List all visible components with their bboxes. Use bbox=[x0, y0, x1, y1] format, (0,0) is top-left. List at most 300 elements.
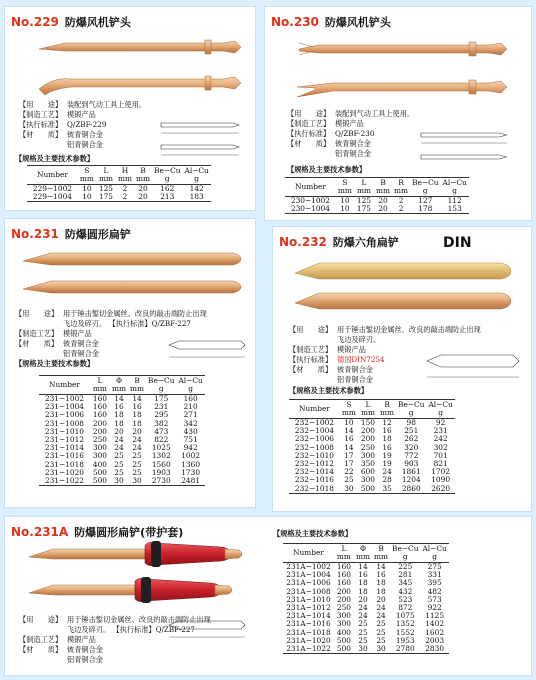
column-header: Φ mm bbox=[111, 376, 127, 393]
column-header: L mm bbox=[354, 178, 374, 197]
table-cell: 10 bbox=[336, 205, 354, 214]
column-header: R mm bbox=[394, 178, 409, 195]
table-cell: 231A−1018 bbox=[286, 627, 331, 637]
table-cell: 25 bbox=[132, 451, 142, 461]
table-cell: 18 bbox=[376, 586, 386, 596]
table-cell: 2 bbox=[116, 193, 134, 202]
table-cell: 232−1008 bbox=[294, 442, 334, 452]
table-cell: 162 bbox=[160, 184, 175, 193]
table-cell: 25 bbox=[376, 619, 386, 629]
column-header: B mm bbox=[136, 166, 151, 183]
product-header bbox=[11, 13, 131, 31]
spec-list bbox=[287, 109, 414, 159]
table-cell: 14 bbox=[358, 562, 368, 571]
table-cell: 922 bbox=[427, 603, 442, 613]
table-cell: 1125 bbox=[425, 611, 445, 621]
table-cell: 229−1004 bbox=[27, 193, 78, 202]
table-cell: 232−1002 bbox=[294, 418, 334, 427]
table-cell: 20 bbox=[376, 594, 386, 604]
table-cell: 30 bbox=[128, 477, 146, 486]
table-cell: 18 bbox=[132, 410, 142, 420]
table-cell: 200 bbox=[92, 418, 107, 428]
table-cell: 16 bbox=[114, 402, 124, 412]
table-cell: 19 bbox=[382, 459, 392, 469]
spec-table-heading: 【规格及主要技术参数】 bbox=[287, 165, 367, 174]
table-cell: 24 bbox=[358, 611, 368, 621]
column-header: Number bbox=[283, 544, 334, 563]
table-cell: 30 bbox=[110, 477, 128, 486]
table-cell: 16 bbox=[132, 402, 142, 412]
spec-row: 【用 途】 装配到气动工具上使用。 bbox=[287, 109, 415, 118]
table-cell: 142 bbox=[189, 184, 204, 193]
spec-table bbox=[289, 399, 455, 494]
table-cell: 230−1002 bbox=[290, 196, 330, 205]
table-cell: 160 bbox=[92, 394, 107, 403]
table-cell: 19 bbox=[382, 450, 392, 460]
spec-row: 【执行标准】 Q/ZBF-229 bbox=[19, 120, 107, 129]
column-header: L mm bbox=[358, 400, 378, 419]
product-number: No.231 bbox=[11, 227, 59, 241]
column-header: Φ mm bbox=[355, 544, 371, 561]
table-cell: 500 bbox=[336, 635, 351, 645]
spec-table bbox=[283, 543, 449, 654]
column-header: Be−Cu g bbox=[148, 376, 175, 393]
table-cell: 300 bbox=[92, 443, 107, 453]
table-cell: 98 bbox=[406, 418, 416, 427]
table-cell: 231−1006 bbox=[44, 410, 84, 420]
table-cell: 16 bbox=[382, 442, 392, 452]
table-cell: 903 bbox=[404, 459, 419, 469]
column-header: Al−Cu g bbox=[178, 376, 203, 393]
spec-row: 铝青铜合金 bbox=[335, 149, 371, 158]
table-cell: 382 bbox=[154, 418, 169, 428]
table-cell: 25 bbox=[132, 459, 142, 469]
spec-row: 铝青铜合金 bbox=[67, 140, 103, 149]
spec-row: 铝青铜合金 bbox=[67, 655, 103, 664]
table-cell: 2 bbox=[392, 205, 410, 214]
table-cell: 345 bbox=[398, 578, 413, 588]
table-cell: 1025 bbox=[151, 443, 171, 453]
round-chisel-image bbox=[19, 247, 249, 303]
chisel-image bbox=[35, 33, 245, 103]
table-cell: 231A−1014 bbox=[286, 611, 331, 621]
spec-list bbox=[19, 100, 146, 150]
column-header: Number bbox=[27, 166, 78, 185]
table-cell: 210 bbox=[183, 402, 198, 412]
table-cell: 178 bbox=[410, 205, 440, 214]
table-cell: 230−1004 bbox=[285, 205, 336, 214]
table-cell: 2003 bbox=[425, 635, 445, 645]
table-cell: 2 bbox=[398, 196, 404, 205]
table-cell: 175 bbox=[96, 193, 116, 202]
table-cell: 300 bbox=[336, 611, 351, 621]
table-cell: 24 bbox=[376, 603, 386, 613]
table-cell: 400 bbox=[336, 627, 351, 637]
table-cell: 231−1018 bbox=[44, 459, 84, 469]
table-cell: 18 bbox=[382, 434, 392, 444]
table-cell: 331 bbox=[427, 570, 442, 580]
table-cell: 242 bbox=[433, 434, 448, 444]
spec-row: 【制造工艺】 模锻产品 bbox=[289, 345, 366, 354]
table-cell: 35 bbox=[378, 485, 396, 494]
table-cell: 30 bbox=[354, 645, 372, 654]
product-name: 防爆圆形扁铲(带护套) bbox=[74, 526, 184, 539]
table-cell: 1204 bbox=[401, 475, 421, 485]
spec-row: 【材 质】 铍青铜合金 bbox=[289, 365, 373, 374]
table-cell: 200 bbox=[360, 426, 376, 436]
column-header: Al−Cu g bbox=[442, 178, 467, 195]
table-cell: 25 bbox=[376, 627, 386, 637]
table-cell: 17 bbox=[344, 450, 354, 460]
table-cell: 231A−1002 bbox=[286, 562, 331, 571]
product-name: 防爆风机铲头 bbox=[64, 16, 131, 29]
table-cell: 112 bbox=[447, 196, 462, 205]
spec-row: 【材 质】 铍青铜合金 bbox=[15, 339, 99, 348]
column-header: Number bbox=[39, 376, 90, 395]
table-cell: 320 bbox=[404, 442, 419, 452]
table-cell: 1302 bbox=[151, 451, 171, 461]
table-cell: 1360 bbox=[181, 459, 201, 469]
table-cell: 250 bbox=[92, 435, 107, 445]
din-mark: DIN bbox=[443, 235, 472, 251]
hex-chisel-image bbox=[291, 257, 527, 323]
spec-table bbox=[285, 177, 469, 214]
spec-table-heading: 【规格及主要技术参数】 bbox=[273, 529, 353, 538]
table-cell: 500 bbox=[358, 485, 378, 494]
table-cell: 14 bbox=[132, 394, 142, 403]
table-cell: 822 bbox=[154, 435, 169, 445]
table-cell: 1730 bbox=[181, 467, 201, 477]
table-header-row bbox=[285, 178, 469, 197]
dimension-diagram bbox=[415, 123, 525, 167]
product-panel-232 bbox=[272, 226, 532, 512]
column-header: L mm bbox=[96, 166, 116, 185]
table-cell: 430 bbox=[183, 426, 198, 436]
table-cell: 24 bbox=[114, 443, 124, 453]
table-cell: 18 bbox=[358, 586, 368, 596]
spec-row: 【材 质】 铍青铜合金 bbox=[287, 139, 371, 148]
table-cell: 232−1018 bbox=[289, 485, 340, 494]
table-cell: 24 bbox=[132, 435, 142, 445]
table-cell: 1861 bbox=[401, 467, 421, 477]
table-cell: 24 bbox=[358, 603, 368, 613]
table-cell: 25 bbox=[358, 635, 368, 645]
table-cell: 1402 bbox=[425, 619, 445, 629]
table-cell: 16 bbox=[358, 570, 368, 580]
table-cell: 231−1020 bbox=[44, 467, 84, 477]
table-cell: 251 bbox=[404, 426, 419, 436]
table-cell: 821 bbox=[433, 459, 448, 469]
fork-chisel-image bbox=[293, 35, 527, 111]
table-cell: 300 bbox=[336, 619, 351, 629]
table-cell: 2 bbox=[122, 184, 128, 193]
product-panel-230 bbox=[264, 6, 532, 221]
grip-chisel-image bbox=[25, 537, 251, 609]
table-cell: 232−1016 bbox=[294, 475, 334, 485]
table-cell: 2860 bbox=[396, 485, 426, 494]
table-cell: 20 bbox=[134, 193, 152, 202]
table-header-row bbox=[289, 400, 455, 419]
table-cell: 231A−1006 bbox=[286, 578, 331, 588]
table-cell: 500 bbox=[90, 477, 110, 486]
table-cell: 18 bbox=[114, 410, 124, 420]
table-header-row bbox=[39, 376, 205, 395]
table-cell: 262 bbox=[404, 434, 419, 444]
table-cell: 231−1008 bbox=[44, 418, 84, 428]
table-cell: 231−1022 bbox=[39, 477, 90, 486]
table-cell: 20 bbox=[138, 184, 148, 193]
table-cell: 200 bbox=[336, 594, 351, 604]
table-cell: 14 bbox=[376, 562, 386, 571]
table-cell: 18 bbox=[132, 418, 142, 428]
table-cell: 751 bbox=[183, 435, 198, 445]
table-cell: 2481 bbox=[176, 477, 204, 486]
table-cell: 231−1002 bbox=[44, 394, 84, 403]
spec-row: 【执行标准】 Q/ZBF-230 bbox=[287, 129, 375, 138]
spec-row: 【材 质】 铍青铜合金 bbox=[19, 645, 103, 654]
table-cell: 25 bbox=[114, 451, 124, 461]
table-cell: 232−1012 bbox=[294, 459, 334, 469]
table-cell: 25 bbox=[114, 459, 124, 469]
table-cell: 231A−1012 bbox=[286, 603, 331, 613]
spec-row: 【执行标准】 德国DIN7254 bbox=[289, 355, 385, 364]
spec-table-heading: 【规格及主要技术参数】 bbox=[15, 154, 95, 163]
table-cell: 250 bbox=[360, 442, 376, 452]
column-header: L mm bbox=[90, 376, 110, 395]
column-header: B mm bbox=[380, 400, 395, 417]
table-cell: 250 bbox=[336, 603, 351, 613]
column-header: L mm bbox=[334, 544, 354, 563]
table-cell: 231 bbox=[154, 402, 169, 412]
table-cell: 28 bbox=[382, 475, 392, 485]
table-cell: 127 bbox=[418, 196, 433, 205]
table-cell: 600 bbox=[360, 467, 376, 477]
table-cell: 701 bbox=[433, 450, 448, 460]
dimension-diagram bbox=[423, 351, 527, 385]
product-header bbox=[279, 233, 399, 251]
product-number: No.229 bbox=[11, 15, 59, 29]
dimension-diagram bbox=[165, 337, 253, 365]
column-header: H mm bbox=[118, 166, 133, 183]
table-cell: 10 bbox=[340, 196, 350, 205]
table-cell: 1090 bbox=[431, 475, 451, 485]
table-cell: 25 bbox=[114, 467, 124, 477]
table-header-row bbox=[27, 166, 211, 185]
spec-table bbox=[27, 165, 211, 202]
table-cell: 200 bbox=[360, 434, 376, 444]
table-cell: 1702 bbox=[431, 467, 451, 477]
table-cell: 231−1014 bbox=[44, 443, 84, 453]
table-cell: 1002 bbox=[181, 451, 201, 461]
column-header: S mm bbox=[337, 178, 352, 195]
product-number: No.232 bbox=[279, 235, 327, 249]
spec-table-heading: 【规格及主要技术参数】 bbox=[289, 386, 369, 395]
table-cell: 10 bbox=[344, 418, 354, 427]
table-cell: 160 bbox=[92, 402, 107, 412]
table-cell: 473 bbox=[154, 426, 169, 436]
column-header: Be−Cu g bbox=[392, 544, 419, 561]
table-cell: 231A−1008 bbox=[286, 586, 331, 596]
product-name: 防爆圆形扁铲 bbox=[64, 228, 131, 241]
table-cell: 1560 bbox=[151, 459, 171, 469]
table-cell: 18 bbox=[114, 418, 124, 428]
table-cell: 1953 bbox=[395, 635, 415, 645]
table-cell: 14 bbox=[344, 426, 354, 436]
table-cell: 200 bbox=[336, 586, 351, 596]
table-cell: 300 bbox=[360, 475, 376, 485]
spec-row: 飞边及碎刃。 【执行标准】Q/ZBF-227 bbox=[63, 319, 191, 328]
product-header bbox=[11, 225, 131, 243]
table-cell: 231A−1020 bbox=[286, 635, 331, 645]
table-cell: 160 bbox=[336, 570, 351, 580]
table-cell: 125 bbox=[98, 184, 114, 193]
table-cell: 10 bbox=[78, 193, 96, 202]
column-header: Be−Cu g bbox=[398, 400, 425, 417]
table-cell: 17 bbox=[344, 459, 354, 469]
spec-row: 【用 途】 用于锤击錾切金属丝、改良的敲击端防止出现 bbox=[289, 325, 481, 334]
column-header: B mm bbox=[374, 544, 389, 561]
table-cell: 200 bbox=[92, 426, 107, 436]
table-cell: 92 bbox=[435, 418, 446, 427]
table-cell: 18 bbox=[376, 578, 386, 588]
table-cell: 523 bbox=[398, 594, 413, 604]
table-row bbox=[39, 477, 205, 486]
table-cell: 432 bbox=[398, 586, 413, 596]
table-cell: 25 bbox=[344, 475, 354, 485]
dimension-diagram bbox=[155, 115, 251, 159]
spec-row: 【用 途】 用于锤击錾切金属丝、改良的敲击端防止出现 bbox=[15, 309, 207, 318]
table-cell: 24 bbox=[376, 611, 386, 621]
spec-table-heading: 【规格及主要技术参数】 bbox=[15, 359, 95, 368]
product-panel-231 bbox=[4, 218, 256, 508]
spec-row: 【材 质】 铍青铜合金 bbox=[19, 130, 103, 139]
table-cell: 300 bbox=[92, 451, 107, 461]
table-cell: 150 bbox=[360, 418, 376, 427]
spec-row: 铝青铜合金 bbox=[63, 349, 99, 358]
table-cell: 281 bbox=[398, 570, 413, 580]
table-cell: 213 bbox=[152, 193, 182, 202]
table-cell: 22 bbox=[344, 467, 354, 477]
spec-table bbox=[39, 375, 205, 486]
table-cell: 175 bbox=[154, 394, 169, 403]
product-name: 防爆六角扁铲 bbox=[332, 236, 399, 249]
spec-row: 【制造工艺】 模锻产品 bbox=[19, 635, 96, 644]
table-cell: 25 bbox=[358, 627, 368, 637]
table-cell: 342 bbox=[183, 418, 198, 428]
spec-row: 飞边及碎刃。 bbox=[337, 335, 381, 344]
table-cell: 231A−1010 bbox=[286, 594, 331, 604]
table-cell: 232−1006 bbox=[294, 434, 334, 444]
table-cell: 20 bbox=[374, 205, 392, 214]
table-row bbox=[283, 645, 449, 654]
column-header: S mm bbox=[79, 166, 94, 183]
table-cell: 225 bbox=[398, 562, 413, 571]
spec-row: 【制造工艺】 模锻产品 bbox=[15, 329, 92, 338]
column-header: B mm bbox=[130, 376, 145, 393]
table-cell: 232−1004 bbox=[294, 426, 334, 436]
table-cell: 25 bbox=[358, 619, 368, 629]
table-cell: 1075 bbox=[395, 611, 415, 621]
table-cell: 30 bbox=[372, 645, 390, 654]
table-cell: 16 bbox=[344, 434, 354, 444]
product-name: 防爆风机铲头 bbox=[324, 16, 391, 29]
column-header: Al−Cu g bbox=[184, 166, 209, 183]
table-cell: 24 bbox=[114, 435, 124, 445]
table-row bbox=[289, 485, 455, 494]
table-cell: 231−1004 bbox=[44, 402, 84, 412]
table-row bbox=[285, 205, 469, 214]
product-panel-229 bbox=[4, 6, 256, 211]
table-cell: 25 bbox=[376, 635, 386, 645]
spec-row: 飞边及碎刃。 【执行标准】Q/ZBF-227 bbox=[67, 625, 195, 634]
product-number: No.231A bbox=[11, 525, 69, 539]
table-cell: 772 bbox=[404, 450, 419, 460]
table-cell: 232−1014 bbox=[294, 467, 334, 477]
spec-row: 铝青铜合金 bbox=[337, 375, 373, 384]
product-panel-231a bbox=[4, 516, 532, 676]
table-cell: 160 bbox=[336, 562, 351, 571]
spec-row: 【制造工艺】 模锻产品 bbox=[287, 119, 364, 128]
table-cell: 160 bbox=[183, 394, 198, 403]
product-number: No.230 bbox=[271, 15, 319, 29]
table-cell: 872 bbox=[398, 603, 413, 613]
table-cell: 229−1002 bbox=[32, 184, 72, 193]
column-header: Number bbox=[285, 178, 336, 197]
table-cell: 10 bbox=[82, 184, 92, 193]
table-cell: 350 bbox=[360, 459, 376, 469]
table-cell: 30 bbox=[340, 485, 358, 494]
table-cell: 1352 bbox=[395, 619, 415, 629]
table-row bbox=[27, 193, 211, 202]
table-cell: 1552 bbox=[395, 627, 415, 637]
table-cell: 2780 bbox=[390, 645, 420, 654]
spec-row: 【用 途】 装配到气动工具上使用。 bbox=[19, 100, 147, 109]
table-cell: 16 bbox=[376, 570, 386, 580]
table-cell: 153 bbox=[441, 205, 469, 214]
table-cell: 302 bbox=[433, 442, 448, 452]
table-cell: 12 bbox=[382, 418, 392, 427]
table-cell: 16 bbox=[382, 426, 392, 436]
table-cell: 500 bbox=[92, 467, 107, 477]
table-cell: 295 bbox=[154, 410, 169, 420]
table-cell: 14 bbox=[114, 394, 124, 403]
spec-row: 【用 途】 用于锤击錾切金属丝、改良的敲击端防止出现 bbox=[19, 615, 211, 624]
table-cell: 231−1012 bbox=[44, 435, 84, 445]
table-cell: 2830 bbox=[420, 645, 448, 654]
table-cell: 24 bbox=[382, 467, 392, 477]
table-cell: 14 bbox=[344, 442, 354, 452]
table-cell: 231A−1004 bbox=[286, 570, 331, 580]
column-header: Al−Cu g bbox=[422, 544, 447, 561]
table-cell: 400 bbox=[92, 459, 107, 469]
table-cell: 231−1010 bbox=[44, 426, 84, 436]
column-header: Number bbox=[289, 400, 340, 419]
table-cell: 300 bbox=[360, 450, 376, 460]
table-cell: 275 bbox=[427, 562, 442, 571]
table-cell: 20 bbox=[114, 426, 124, 436]
table-cell: 1903 bbox=[151, 467, 171, 477]
dimension-diagram bbox=[165, 617, 253, 645]
table-cell: 160 bbox=[92, 410, 107, 420]
table-cell: 231A−1022 bbox=[283, 645, 334, 654]
table-cell: 500 bbox=[334, 645, 354, 654]
table-cell: 231A−1016 bbox=[286, 619, 331, 629]
table-cell: 25 bbox=[132, 467, 142, 477]
table-cell: 231 bbox=[433, 426, 448, 436]
column-header: Be−Cu g bbox=[154, 166, 181, 183]
table-cell: 942 bbox=[183, 443, 198, 453]
spec-row: 【制造工艺】 模锻产品 bbox=[19, 110, 96, 119]
